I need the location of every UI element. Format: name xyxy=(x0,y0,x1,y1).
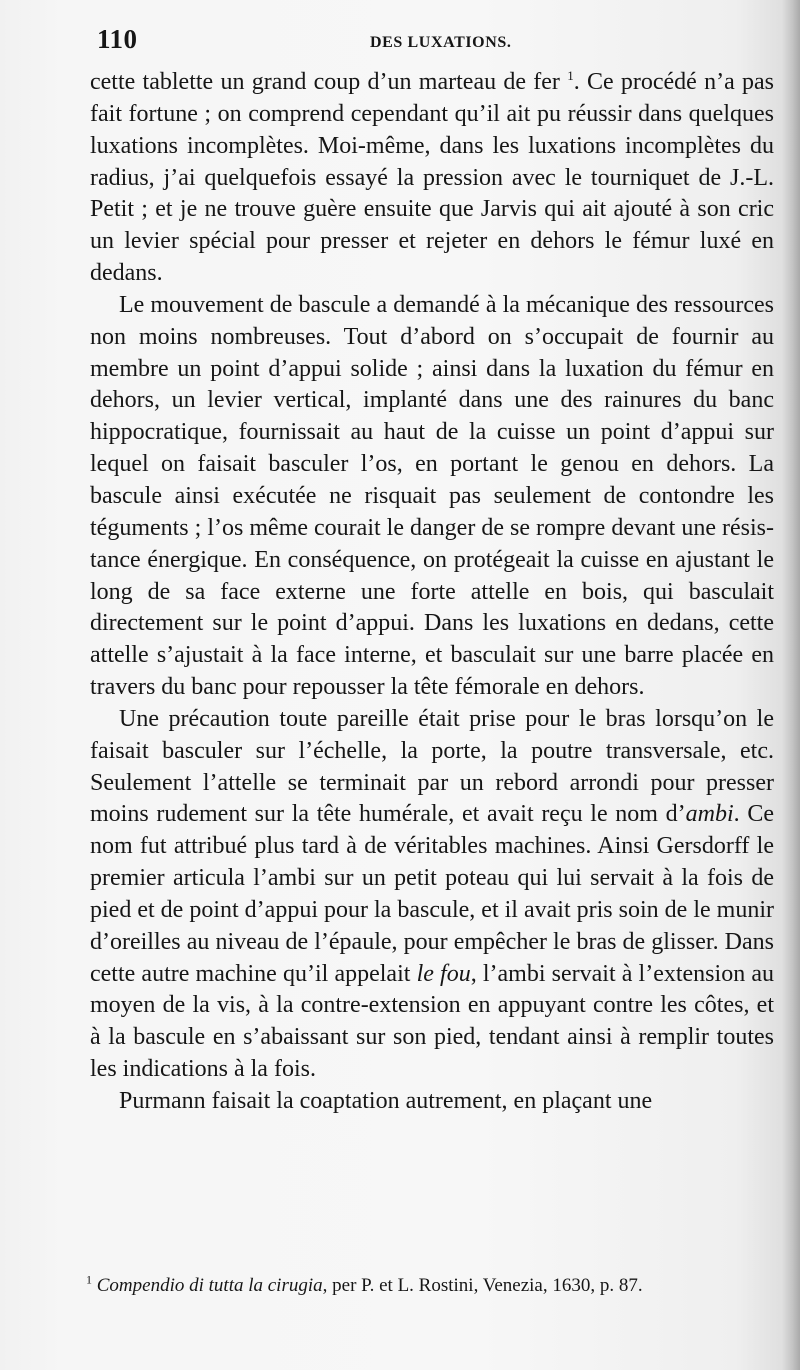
paragraph-4: Purmann faisait la coaptation autrement, en plaçant une xyxy=(119,1088,653,1114)
page-header xyxy=(97,24,777,60)
paragraph-3-text-c: , l’ambi servait à l’extension au moyen de la vis, à la contre-extension en appuyant contre les côtes, et à la bascule en s’abaissant sur son pied, tendant ainsi à remplir toutes les indications à la fois. xyxy=(90,960,774,1083)
italic-term-ambi: ambi xyxy=(685,801,734,828)
running-head: DES LUXATIONS. xyxy=(370,34,512,51)
page-edge-shadow xyxy=(782,0,800,1370)
italic-term-le-fou: le fou xyxy=(416,960,471,987)
paragraph-1-text: cette tablette un grand coup d’un marteau de fer xyxy=(90,69,568,95)
footnote-marker: 1 xyxy=(86,1272,92,1287)
paragraph-3 xyxy=(90,704,774,1086)
footnote-title: Compendio di tutta la cirugia xyxy=(96,1275,323,1296)
body-text xyxy=(90,67,774,1118)
paragraph-3-text-b: . Ce nom fut attribué plus tard à de véritables machines. Ainsi Gersdorff le premier articula l’ambi sur un petit poteau qui lui servait à la fois de pied et de point d’appui pour la bascule, et il avait pris soin de le munir d’oreilles au niveau de l’épaule, pour empêcher le bras de glisser. Dans cette autre machine qu’il appelait xyxy=(90,801,774,987)
footnote-reference: 1 xyxy=(567,68,574,83)
page-number: 110 xyxy=(97,24,138,54)
paragraph-3-text-a: Une précaution toute pareille était prise pour le bras lorsqu’on le faisait basculer sur l’échelle, la porte, la poutre transversale, etc. Seulement l’attelle se terminait par un rebord arrondi pour presser moins rudement sur la tête humérale, et avait reçu le nom d’ xyxy=(90,705,774,828)
paragraph-1 xyxy=(90,67,774,290)
paragraph-1-continuation: . Ce procédé n’a pas fait fortune ; on comprend cependant qu’il ait pu réussir dans quelques luxations incomplètes. Moi-même, dans les luxations incomplètes du radius, j’ai quelquefois essayé la pression avec le tourniquet de J.-L. Petit ; et je ne trouve guère ensuite que Jarvis qui ait ajouté à son cric un levier spécial pour presser et rejeter en dehors le fémur luxé en dedans. xyxy=(90,69,774,287)
footnote xyxy=(86,1271,776,1300)
paragraph-2: Le mouvement de bascule a demandé à la mécanique des ressources non moins nombreuses. Tout d’abord on s’occupait de fournir au membre un point d’appui solide ; ainsi dans la luxation du fémur en dehors, un levier vertical, implanté dans une des rainures du banc hippocratique, fournissait au haut de la cuisse un point d’appui sur lequel on faisait basculer l’os, en portant le genou en dehors. La bascule ainsi exécutée ne risquait pas seulement de contondre les téguments ; l’os même courait le danger de se rompre devant une résistance énergique. En conséquence, on protégeait la cuisse en ajustant le long de sa face externe une forte attelle en bois, qui basculait directement sur le point d’appui. Dans les luxations en dedans, cette attelle s’ajustait à la face interne, et basculait sur une barre placée en travers du banc pour repousser la tête fémorale en dehors. xyxy=(90,291,774,701)
footnote-citation: , per P. et L. Rostini, Venezia, 1630, p. 87. xyxy=(322,1275,643,1296)
